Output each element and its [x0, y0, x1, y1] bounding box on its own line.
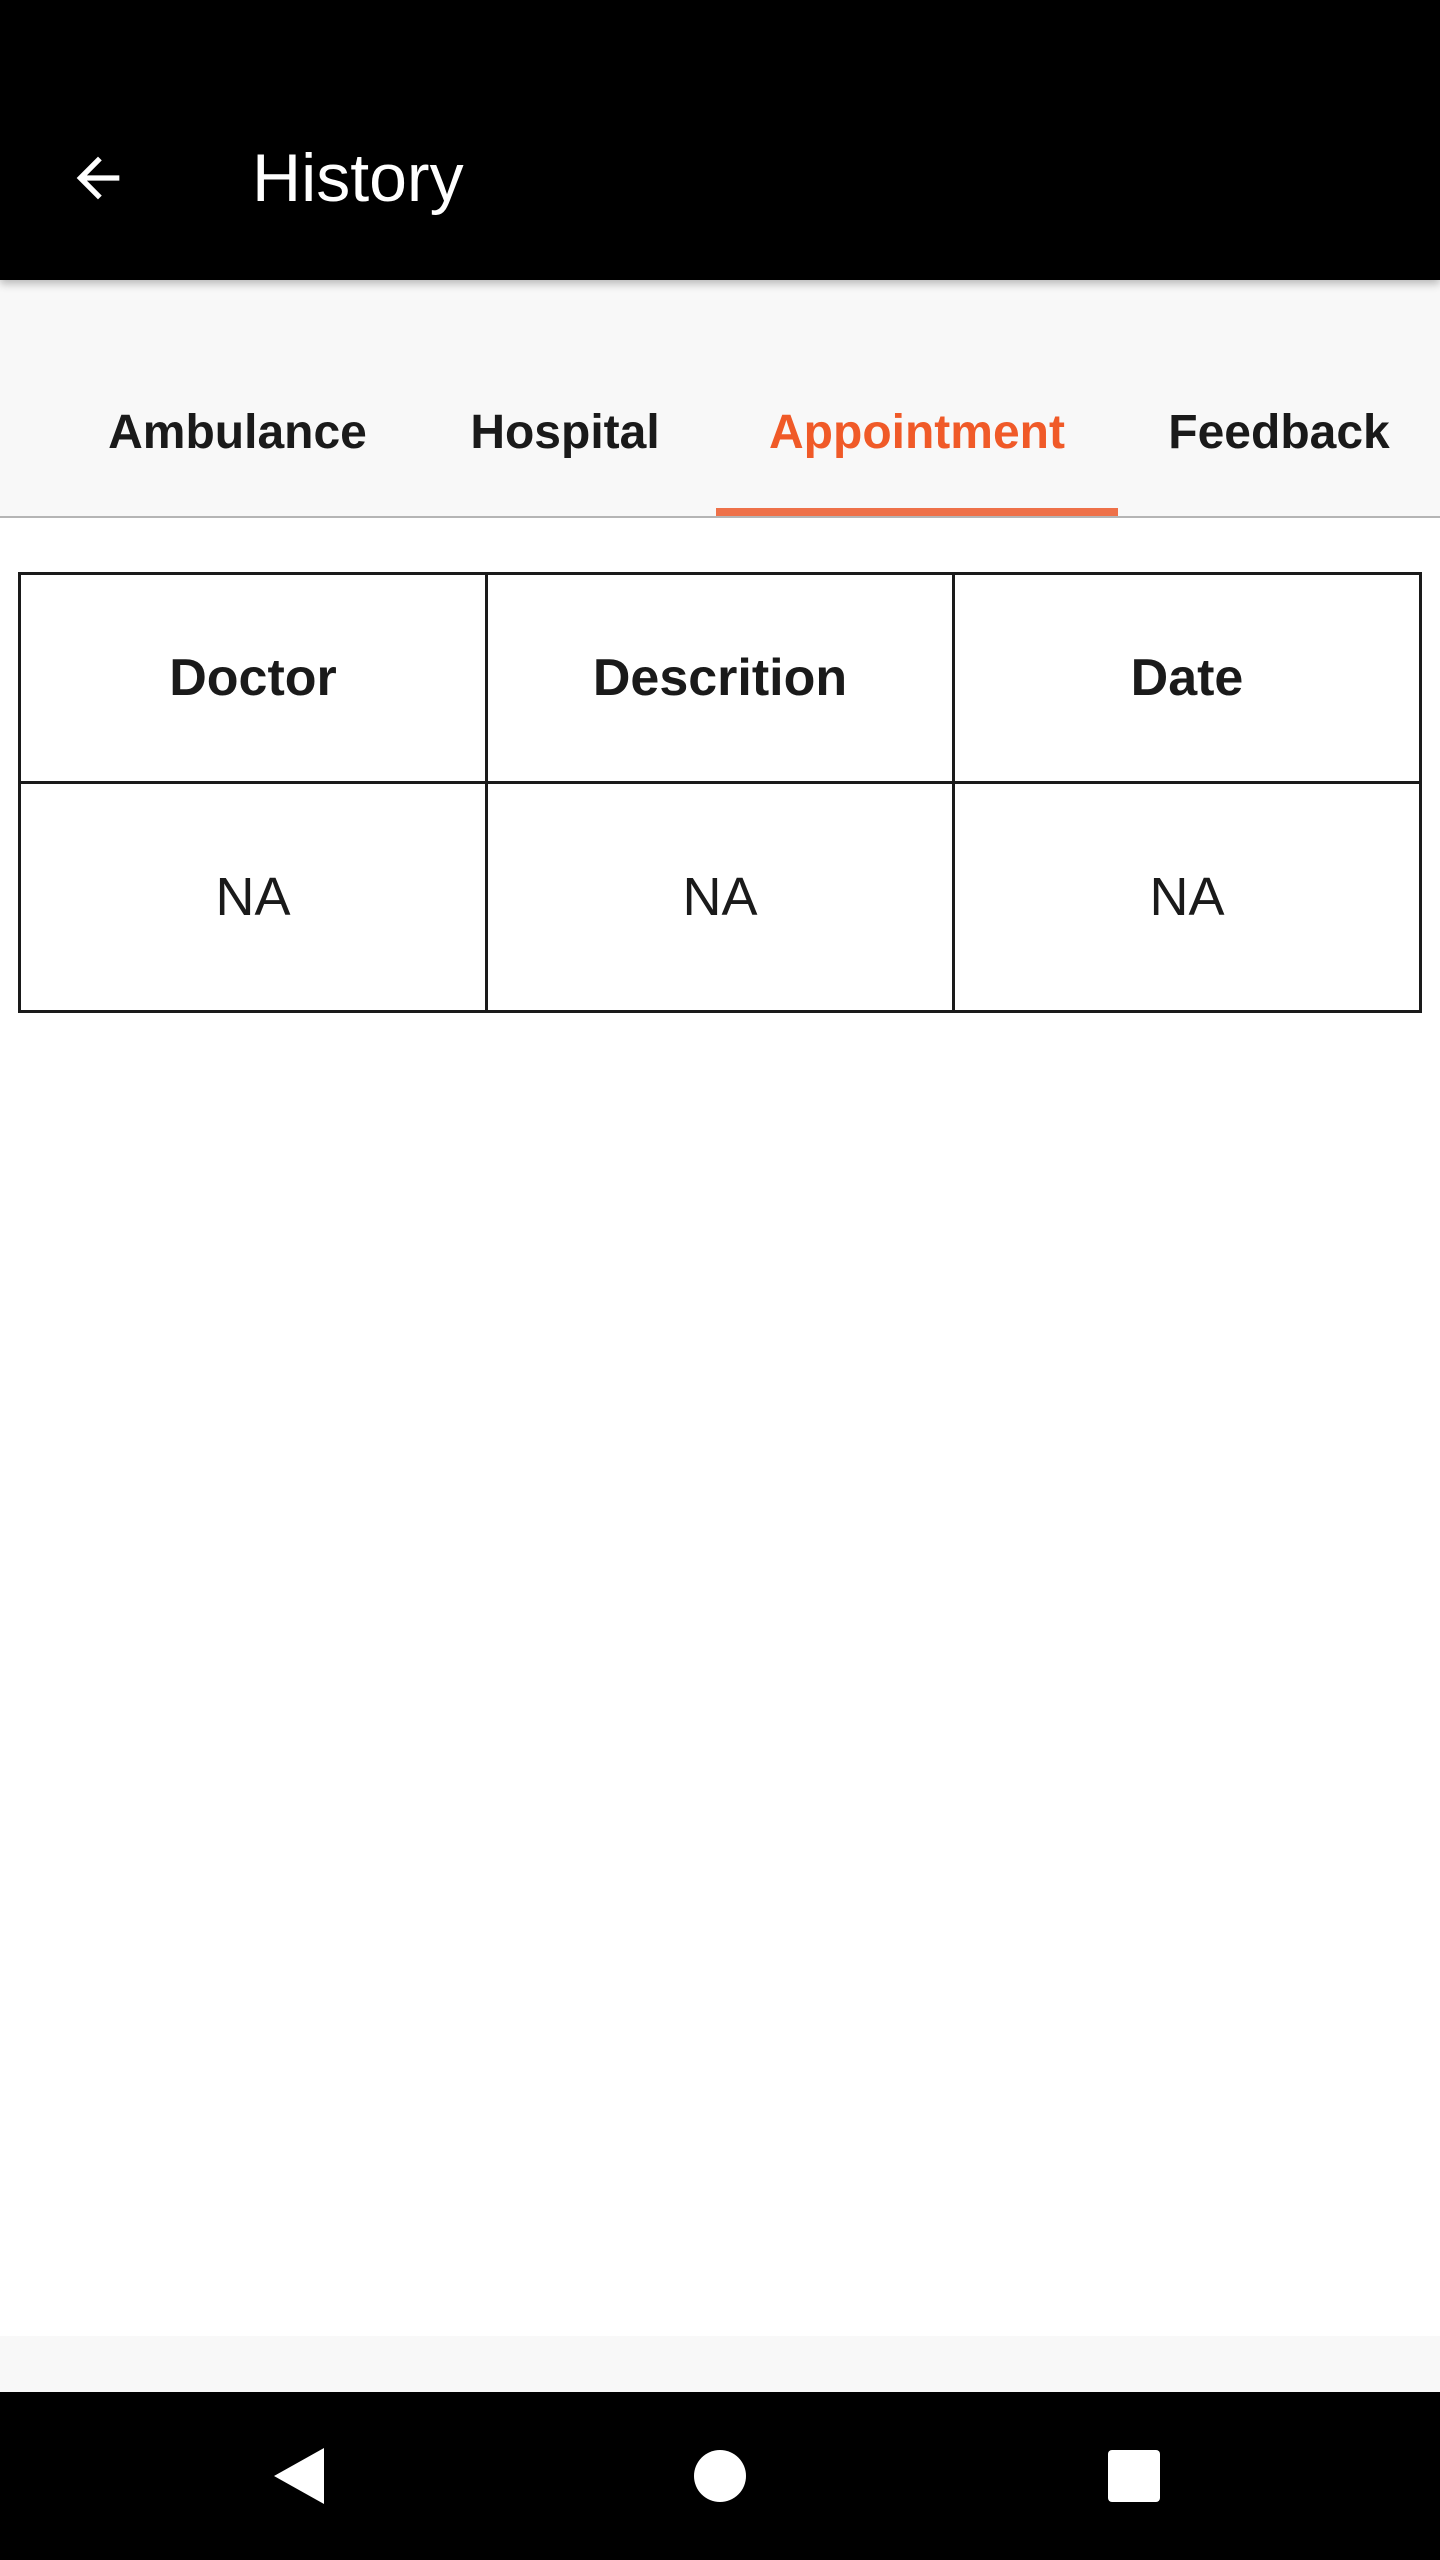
- table-row: [20, 783, 1421, 1012]
- square-recents-icon: [1106, 2448, 1162, 2504]
- app-bar: [0, 0, 1440, 280]
- circle-home-icon: [692, 2448, 748, 2504]
- triangle-back-icon: [268, 2444, 332, 2508]
- history-table: [18, 572, 1422, 1013]
- content-footer-strip: [0, 2336, 1440, 2392]
- cell-description: NA: [487, 783, 954, 1012]
- back-button[interactable]: [48, 128, 148, 228]
- page-title: History: [252, 140, 464, 216]
- tab-hospital[interactable]: Hospital: [470, 406, 660, 459]
- arrow-left-icon: [66, 146, 130, 210]
- active-tab-indicator: [716, 508, 1118, 516]
- cell-date: NA: [954, 783, 1421, 1012]
- tab-feedback[interactable]: Feedback: [1168, 406, 1390, 459]
- system-recents-button[interactable]: [1074, 2416, 1194, 2536]
- system-back-button[interactable]: [240, 2416, 360, 2536]
- column-header-doctor: Doctor: [20, 574, 487, 783]
- column-header-description: Descrition: [487, 574, 954, 783]
- tab-bar: [0, 280, 1440, 518]
- table-header-row: [20, 574, 1421, 783]
- column-header-date: Date: [954, 574, 1421, 783]
- system-navigation-bar: [0, 2392, 1440, 2560]
- tab-appointment[interactable]: Appointment: [769, 406, 1065, 459]
- tab-ambulance[interactable]: Ambulance: [108, 406, 367, 459]
- cell-doctor: NA: [20, 783, 487, 1012]
- system-home-button[interactable]: [660, 2416, 780, 2536]
